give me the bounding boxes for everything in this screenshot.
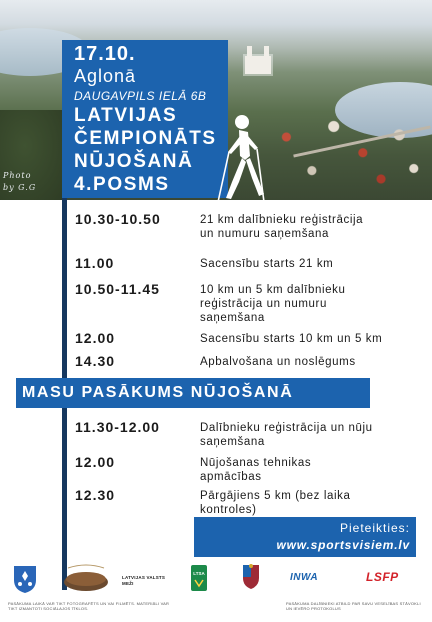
lsfp-logo: LSFP — [366, 570, 399, 584]
schedule-desc: Apbalvošana un noslēgums — [200, 356, 356, 368]
schedule-desc: 10 km un 5 km dalībnieku reģistrācija un numuru saņemšana — [200, 284, 346, 324]
schedule-time: 12.00 — [75, 330, 116, 346]
footer-note-right: PASĀKUMA DALĪBNIEKI ATBILD PAR SAVU VESELĪBAS STĀVOKLI UN IEVĒRO PROTOKOLUS — [286, 601, 421, 611]
title-line: ČEMPIONĀTS — [74, 128, 217, 149]
mass-schedule-time: 11.30-12.00 — [75, 419, 160, 435]
mass-schedule-time: 12.00 — [75, 454, 116, 470]
title-line: LATVIJAS — [74, 105, 178, 126]
inwa-logo: INWA — [290, 572, 319, 583]
lvm-logo: LATVIJAS VALSTS MEŽI — [122, 575, 166, 586]
schedule-desc: 21 km dalībnieku reģistrācija un numuru saņemšana — [200, 214, 364, 240]
latvian-coat-of-arms-icon — [240, 562, 262, 594]
schedule-time: 10.30-10.50 — [75, 211, 161, 227]
event-date: 17.10. — [74, 43, 136, 65]
mass-schedule-desc: Pārgājiens 5 km (bez laika kontroles) — [200, 490, 351, 516]
mass-schedule-time: 12.30 — [75, 487, 116, 503]
photo-credit: Photo by G.G — [3, 171, 37, 192]
aglona-coat-of-arms-icon — [12, 564, 38, 594]
registration-link[interactable]: www.sportsvisiem.lv — [276, 538, 410, 552]
ltsa-logo-icon — [190, 564, 208, 594]
title-line: 4.POSMS — [74, 174, 170, 195]
bakery-logo-icon — [58, 560, 114, 596]
schedule-time: 10.50-11.45 — [75, 281, 160, 297]
schedule-time: 14.30 — [75, 353, 116, 369]
schedule-desc: Sacensību starts 21 km — [200, 258, 334, 270]
town-shape — [250, 95, 432, 200]
schedule-time: 11.00 — [75, 255, 115, 271]
mass-schedule-desc: Dalībnieku reģistrācija un nūju saņemšana — [200, 422, 373, 448]
mass-schedule-desc: Nūjošanas tehnikas apmācības — [200, 457, 312, 483]
mass-event-title: MASU PASĀKUMS NŪJOŠANĀ — [22, 384, 294, 401]
nordic-walker-icon — [212, 112, 266, 204]
schedule-desc: Sacensību starts 10 km un 5 km — [200, 333, 383, 345]
footer-note-left: PASĀKUMA LAIKĀ VAR TIKT FOTOGRAFĒTS UN VAI FILMĒTS. MATERIĀLI VAR TIKT IZMANTOTI SOCIĀLAJOS TĪKLOS. — [8, 601, 170, 611]
event-street: DAUGAVPILS IELĀ 6B — [74, 89, 207, 103]
ltsa-logo-text: LTSA — [193, 571, 205, 576]
sponsor-logos — [0, 560, 432, 598]
basilica-shape — [245, 56, 271, 74]
event-city: Aglonā — [74, 66, 137, 86]
title-line: NŪJOŠANĀ — [74, 151, 194, 172]
registration-label: Pieteikties: — [339, 521, 410, 535]
